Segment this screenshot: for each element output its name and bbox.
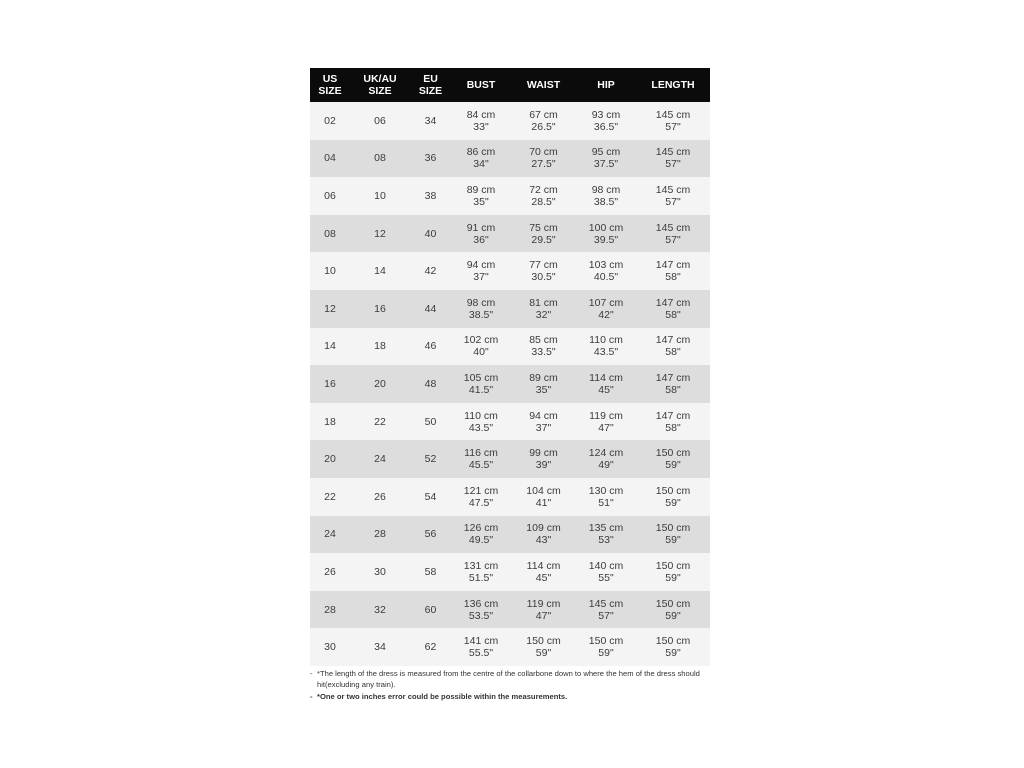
cell-eu-size: 48 [424, 377, 437, 390]
bust-cm-value: 136 cm [463, 597, 499, 610]
cell-hip [576, 591, 636, 629]
cell-waist [511, 252, 576, 290]
hip-cm-value: 100 cm [588, 221, 624, 234]
hip-inch-value: 36.5" [593, 120, 619, 133]
table-row [310, 290, 710, 328]
hip-inch-value: 45" [598, 383, 614, 396]
waist-cm-value: 85 cm [529, 334, 558, 347]
bust-inch-value: 35" [473, 195, 489, 208]
hip-cm-value: 124 cm [588, 447, 624, 460]
cell-bust [451, 516, 511, 554]
footnote [310, 668, 710, 690]
cell-us-size: 12 [324, 302, 336, 315]
cell-uk-size: 10 [374, 189, 386, 202]
cell-length [636, 215, 710, 253]
table-row [310, 177, 710, 215]
waist-inch-value: 32" [535, 308, 552, 321]
waist-inch-value: 45" [535, 571, 552, 584]
cell-bust [451, 290, 511, 328]
cell-uk-size: 28 [374, 528, 386, 541]
header-eu-line2: SIZE [418, 85, 443, 97]
cell-eu-size: 50 [424, 415, 437, 428]
header-uk-au-size [350, 68, 410, 102]
cell-length [636, 591, 710, 629]
bust-inch-value: 33" [473, 120, 489, 133]
length-cm-value: 150 cm [655, 635, 691, 648]
cell-waist [511, 328, 576, 366]
waist-cm-value: 114 cm [526, 559, 561, 572]
cell-waist [511, 403, 576, 441]
cell-bust [451, 478, 511, 516]
table-row [310, 478, 710, 516]
cell-eu-size: 40 [424, 227, 437, 240]
cell-us-size: 10 [324, 265, 336, 278]
cell-hip [576, 365, 636, 403]
length-cm-value: 147 cm [655, 334, 691, 347]
header-length: LENGTH [651, 79, 695, 91]
bust-inch-value: 37" [473, 271, 489, 284]
header-eu-line1: EU [423, 73, 438, 85]
bust-inch-value: 51.5" [468, 571, 494, 584]
cell-length [636, 365, 710, 403]
length-inch-value: 58" [665, 346, 681, 359]
bust-cm-value: 91 cm [466, 221, 496, 234]
bust-inch-value: 34" [473, 158, 489, 171]
table-row [310, 591, 710, 629]
cell-eu-size: 62 [424, 641, 437, 654]
waist-cm-value: 89 cm [529, 371, 558, 384]
bust-cm-value: 121 cm [463, 484, 499, 497]
cell-waist [511, 365, 576, 403]
cell-us-size: 28 [324, 603, 336, 616]
cell-length [636, 252, 710, 290]
length-cm-value: 147 cm [655, 259, 691, 272]
cell-length [636, 140, 710, 178]
cell-bust [451, 328, 511, 366]
cell-eu-size: 42 [424, 265, 437, 278]
waist-inch-value: 30.5" [531, 271, 556, 284]
waist-cm-value: 119 cm [526, 597, 561, 610]
footnote-bullet: - [310, 669, 313, 678]
bust-cm-value: 116 cm [464, 447, 498, 460]
cell-waist [511, 478, 576, 516]
cell-bust [451, 102, 511, 140]
length-cm-value: 145 cm [655, 146, 691, 159]
header-us-line1: US [322, 73, 338, 85]
cell-eu-size: 38 [424, 189, 437, 202]
hip-inch-value: 43.5" [593, 346, 619, 359]
cell-eu-size: 56 [424, 528, 437, 541]
bust-inch-value: 40" [473, 346, 489, 359]
length-inch-value: 57" [665, 195, 681, 208]
table-row [310, 328, 710, 366]
length-inch-value: 59" [665, 534, 681, 547]
cell-length [636, 177, 710, 215]
cell-uk-size: 22 [374, 415, 386, 428]
waist-inch-value: 29.5" [531, 233, 556, 246]
cell-bust [451, 177, 511, 215]
cell-uk-size: 12 [374, 227, 386, 240]
bust-inch-value: 43.5" [468, 421, 494, 434]
table-row [310, 252, 710, 290]
bust-inch-value: 36" [473, 233, 489, 246]
table-row [310, 516, 710, 554]
length-cm-value: 147 cm [655, 409, 691, 422]
cell-us-size: 04 [324, 152, 336, 165]
waist-inch-value: 39" [535, 459, 552, 472]
table-row [310, 403, 710, 441]
cell-eu-size: 58 [424, 565, 437, 578]
hip-inch-value: 57" [598, 609, 614, 622]
length-inch-value: 59" [665, 571, 681, 584]
cell-hip [576, 516, 636, 554]
bust-cm-value: 141 cm [463, 635, 499, 648]
bust-inch-value: 49.5" [468, 534, 494, 547]
length-inch-value: 58" [665, 421, 681, 434]
waist-inch-value: 41" [535, 496, 552, 509]
cell-uk-size: 20 [374, 377, 386, 390]
header-waist: WAIST [526, 79, 561, 91]
length-inch-value: 59" [665, 459, 681, 472]
table-row [310, 215, 710, 253]
waist-inch-value: 35" [535, 383, 552, 396]
length-inch-value: 59" [665, 609, 681, 622]
cell-bust [451, 252, 511, 290]
cell-waist [511, 215, 576, 253]
waist-cm-value: 72 cm [529, 183, 558, 196]
bust-cm-value: 126 cm [463, 522, 499, 535]
cell-uk-size: 06 [374, 114, 386, 127]
length-inch-value: 57" [665, 120, 681, 133]
cell-us-size: 20 [324, 453, 336, 466]
waist-cm-value: 150 cm [526, 635, 561, 648]
bust-cm-value: 86 cm [466, 146, 496, 159]
table-row [310, 628, 710, 666]
bust-cm-value: 89 cm [466, 183, 496, 196]
cell-bust [451, 553, 511, 591]
cell-length [636, 440, 710, 478]
cell-bust [451, 215, 511, 253]
cell-bust [451, 140, 511, 178]
hip-inch-value: 53" [598, 534, 614, 547]
table-body [310, 102, 710, 666]
cell-us-size: 02 [324, 114, 336, 127]
cell-hip [576, 140, 636, 178]
cell-bust [451, 440, 511, 478]
length-inch-value: 57" [665, 158, 681, 171]
hip-cm-value: 145 cm [588, 597, 624, 610]
cell-hip [576, 478, 636, 516]
bust-cm-value: 131 cm [463, 559, 499, 572]
hip-cm-value: 107 cm [588, 296, 624, 309]
cell-length [636, 478, 710, 516]
bust-inch-value: 45.5" [468, 459, 494, 472]
hip-cm-value: 150 cm [588, 635, 624, 648]
hip-inch-value: 37.5" [593, 158, 619, 171]
bust-inch-value: 47.5" [468, 496, 494, 509]
hip-inch-value: 39.5" [593, 233, 619, 246]
cell-uk-size: 26 [374, 490, 386, 503]
length-inch-value: 58" [665, 308, 681, 321]
cell-us-size: 14 [324, 340, 336, 353]
cell-hip [576, 628, 636, 666]
bust-inch-value: 53.5" [468, 609, 494, 622]
cell-length [636, 403, 710, 441]
hip-inch-value: 38.5" [593, 195, 619, 208]
waist-cm-value: 75 cm [529, 221, 558, 234]
waist-inch-value: 47" [535, 609, 552, 622]
waist-cm-value: 109 cm [526, 522, 561, 535]
waist-inch-value: 27.5" [531, 158, 556, 171]
cell-us-size: 22 [324, 490, 336, 503]
header-uk-line2: SIZE [368, 85, 392, 97]
cell-waist [511, 290, 576, 328]
bust-inch-value: 41.5" [468, 383, 494, 396]
bust-inch-value: 55.5" [468, 647, 494, 660]
cell-eu-size: 44 [424, 302, 437, 315]
hip-cm-value: 114 cm [589, 371, 623, 384]
cell-us-size: 16 [324, 377, 336, 390]
header-eu-size [410, 68, 451, 102]
footnote-bullet: - [310, 692, 313, 701]
footnote-text: *The length of the dress is measured from the centre of the collarbone down to where the hem of the dress should hit(excluding any train). [317, 669, 700, 689]
header-hip: HIP [597, 79, 615, 91]
header-bust: BUST [466, 79, 496, 91]
cell-hip [576, 553, 636, 591]
hip-inch-value: 47" [598, 421, 614, 434]
cell-waist [511, 177, 576, 215]
waist-cm-value: 94 cm [529, 409, 558, 422]
cell-length [636, 628, 710, 666]
waist-inch-value: 26.5" [531, 120, 556, 133]
table-row [310, 553, 710, 591]
cell-us-size: 24 [324, 528, 336, 541]
cell-us-size: 18 [324, 415, 336, 428]
length-inch-value: 59" [665, 647, 681, 660]
bust-cm-value: 110 cm [464, 409, 498, 422]
cell-bust [451, 591, 511, 629]
hip-cm-value: 119 cm [589, 409, 623, 422]
cell-hip [576, 252, 636, 290]
waist-inch-value: 59" [535, 647, 552, 660]
bust-inch-value: 38.5" [468, 308, 494, 321]
waist-cm-value: 99 cm [529, 447, 558, 460]
cell-length [636, 102, 710, 140]
length-inch-value: 58" [665, 383, 681, 396]
waist-inch-value: 28.5" [531, 195, 556, 208]
cell-waist [511, 102, 576, 140]
cell-eu-size: 54 [424, 490, 437, 503]
cell-waist [511, 628, 576, 666]
header-us-size [310, 68, 350, 102]
waist-cm-value: 70 cm [529, 146, 558, 159]
waist-cm-value: 67 cm [529, 108, 558, 121]
cell-hip [576, 440, 636, 478]
bust-cm-value: 84 cm [466, 108, 496, 121]
cell-uk-size: 16 [374, 302, 386, 315]
length-cm-value: 150 cm [655, 597, 691, 610]
length-cm-value: 145 cm [655, 183, 691, 196]
cell-hip [576, 102, 636, 140]
length-cm-value: 150 cm [655, 484, 691, 497]
cell-uk-size: 32 [374, 603, 386, 616]
cell-bust [451, 628, 511, 666]
table-row [310, 102, 710, 140]
table-row [310, 365, 710, 403]
waist-cm-value: 77 cm [529, 259, 558, 272]
cell-bust [451, 403, 511, 441]
hip-cm-value: 110 cm [589, 334, 623, 347]
cell-eu-size: 36 [424, 152, 437, 165]
hip-cm-value: 95 cm [591, 146, 621, 159]
cell-uk-size: 14 [374, 265, 386, 278]
cell-waist [511, 440, 576, 478]
cell-waist [511, 591, 576, 629]
bust-cm-value: 98 cm [466, 296, 496, 309]
length-cm-value: 150 cm [655, 447, 691, 460]
hip-inch-value: 49" [598, 459, 614, 472]
footnotes [310, 668, 710, 702]
cell-eu-size: 46 [424, 340, 437, 353]
hip-inch-value: 42" [598, 308, 614, 321]
footnote [310, 691, 710, 702]
waist-cm-value: 104 cm [526, 484, 561, 497]
length-cm-value: 145 cm [655, 221, 691, 234]
header-us-line2: SIZE [318, 85, 342, 97]
cell-length [636, 290, 710, 328]
hip-inch-value: 59" [598, 647, 614, 660]
waist-inch-value: 33.5" [531, 346, 556, 359]
cell-uk-size: 08 [374, 152, 386, 165]
cell-hip [576, 403, 636, 441]
bust-cm-value: 105 cm [463, 371, 499, 384]
cell-us-size: 08 [324, 227, 336, 240]
hip-cm-value: 135 cm [588, 522, 624, 535]
hip-cm-value: 93 cm [591, 108, 621, 121]
cell-waist [511, 516, 576, 554]
hip-cm-value: 103 cm [588, 259, 624, 272]
cell-us-size: 26 [324, 565, 336, 578]
cell-hip [576, 177, 636, 215]
table-header-row [310, 68, 710, 102]
cell-waist [511, 553, 576, 591]
hip-inch-value: 55" [598, 571, 614, 584]
length-cm-value: 150 cm [655, 559, 691, 572]
length-cm-value: 145 cm [655, 108, 691, 121]
cell-eu-size: 60 [424, 603, 437, 616]
bust-cm-value: 94 cm [466, 259, 496, 272]
cell-hip [576, 328, 636, 366]
hip-cm-value: 140 cm [588, 559, 624, 572]
cell-us-size: 30 [324, 641, 336, 654]
cell-hip [576, 290, 636, 328]
length-inch-value: 57" [665, 233, 681, 246]
hip-cm-value: 98 cm [591, 183, 621, 196]
waist-inch-value: 43" [535, 534, 552, 547]
cell-hip [576, 215, 636, 253]
length-inch-value: 59" [665, 496, 681, 509]
size-table [310, 68, 710, 666]
size-chart [310, 68, 710, 666]
cell-us-size: 06 [324, 189, 336, 202]
length-cm-value: 150 cm [655, 522, 691, 535]
length-cm-value: 147 cm [655, 296, 691, 309]
cell-uk-size: 18 [374, 340, 386, 353]
hip-cm-value: 130 cm [588, 484, 624, 497]
cell-eu-size: 34 [424, 114, 437, 127]
cell-eu-size: 52 [424, 453, 437, 466]
waist-cm-value: 81 cm [529, 296, 558, 309]
bust-cm-value: 102 cm [463, 334, 499, 347]
table-row [310, 140, 710, 178]
cell-length [636, 328, 710, 366]
cell-uk-size: 24 [374, 453, 386, 466]
cell-bust [451, 365, 511, 403]
length-cm-value: 147 cm [655, 371, 691, 384]
hip-inch-value: 40.5" [593, 271, 619, 284]
footnote-text: *One or two inches error could be possible within the measurements. [317, 692, 568, 701]
cell-waist [511, 140, 576, 178]
cell-length [636, 516, 710, 554]
waist-inch-value: 37" [535, 421, 552, 434]
cell-length [636, 553, 710, 591]
header-uk-line1: UK/AU [363, 73, 397, 85]
cell-uk-size: 34 [374, 641, 386, 654]
hip-inch-value: 51" [598, 496, 614, 509]
cell-uk-size: 30 [374, 565, 386, 578]
length-inch-value: 58" [665, 271, 681, 284]
table-row [310, 440, 710, 478]
